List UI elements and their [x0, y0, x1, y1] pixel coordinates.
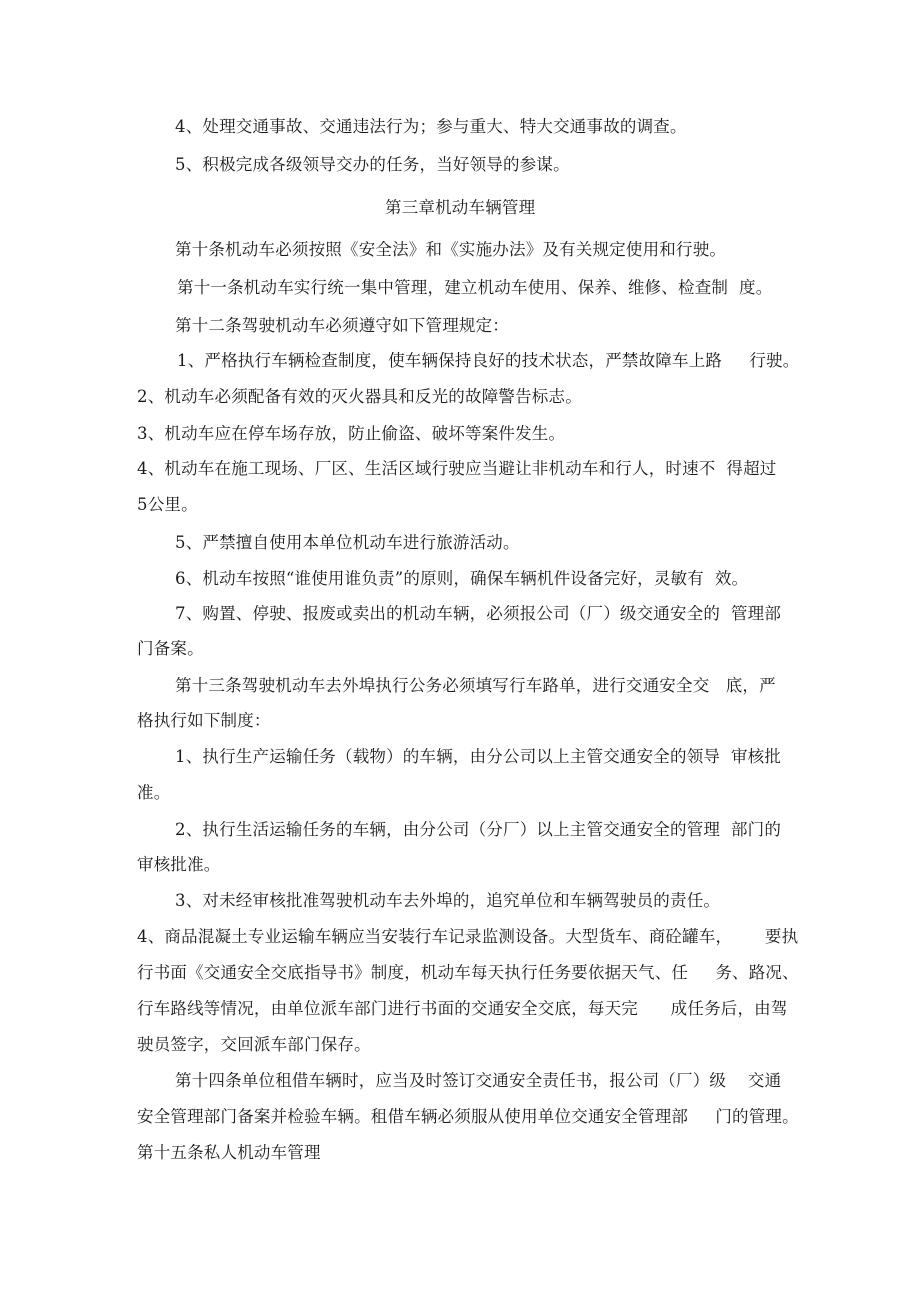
text-line: 第十五条私人机动车管理 — [137, 1143, 321, 1162]
text-line: 2、执行生活运输任务的车辆，由分公司（分厂）以上主管交通安全的管理 部门的 — [175, 820, 782, 839]
text-line: 5、严禁擅自使用本单位机动车进行旅游活动。 — [175, 533, 520, 552]
text-line: 第十三条驾驶机动车去外埠执行公务必须填写行车路单，进行交通安全交 底，严 — [175, 676, 776, 695]
text-line: 门备案。 — [137, 639, 204, 658]
text-line: 格执行如下制度： — [137, 711, 271, 730]
text-line: 第十四条单位租借车辆时，应当及时签订交通安全责任书，报公司（厂）级 交通 — [175, 1071, 782, 1090]
text-line: 3、对未经审核批准驾驶机动车去外埠的，追究单位和车辆驾驶员的责任。 — [175, 891, 721, 910]
text-line: 安全管理部门备案并检验车辆。租借车辆必须服从使用单位交通安全管理部 门的管理。 — [137, 1107, 799, 1126]
text-line: 驶员签字，交回派车部门保存。 — [137, 1035, 371, 1054]
text-line: 5、积极完成各级领导交办的任务，当好领导的参谋。 — [175, 155, 570, 174]
text-line: 第十一条机动车实行统一集中管理，建立机动车使用、保养、维修、检查制 度。 — [177, 278, 773, 297]
text-line: 1、执行生产运输任务（载物）的车辆，由分公司以上主管交通安全的领导 审核批 — [175, 747, 782, 766]
text-line: 4、商品混凝土专业运输车辆应当安装行车记录监测设备。大型货车、商砼罐车， 要执 — [137, 927, 799, 946]
text-line: 准。 — [137, 783, 171, 802]
text-line: 5公里。 — [137, 495, 198, 514]
text-line: 行车路线等情况，由单位派车部门进行书面的交通安全交底，每天完 成任务后，由驾 — [137, 999, 788, 1018]
text-line: 审核批准。 — [137, 855, 221, 874]
text-line: 7、购置、停驶、报废或卖出的机动车辆，必须报公司（厂）级交通安全的 管理部 — [175, 604, 782, 623]
text-line: 4、机动车在施工现场、厂区、生活区域行驶应当避让非机动车和行人，时速不 得超过 — [137, 459, 777, 478]
text-line: 4、处理交通事故、交通违法行为；参与重大、特大交通事故的调查。 — [175, 117, 687, 136]
text-line: 1、严格执行车辆检查制度，使车辆保持良好的技术状态，严禁故障车上路 行驶。 — [177, 351, 800, 370]
chapter-heading: 第三章机动车辆管理 — [385, 198, 536, 217]
text-line: 2、机动车必须配备有效的灭火器具和反光的故障警告标志。 — [137, 387, 582, 406]
text-line: 第十二条驾驶机动车必须遵守如下管理规定： — [175, 316, 509, 335]
text-line: 6、机动车按照“谁使用谁负责”的原则，确保车辆机件设备完好，灵敏有 效。 — [175, 569, 749, 588]
text-line: 3、机动车应在停车场存放，防止偷盗、破坏等案件发生。 — [137, 424, 566, 443]
text-line: 第十条机动车必须按照《安全法》和《实施办法》及有关规定使用和行驶。 — [175, 240, 727, 259]
text-line: 行书面《交通安全交底指导书》制度，机动车每天执行任务要依据天气、任 务、路况、 — [137, 963, 799, 982]
